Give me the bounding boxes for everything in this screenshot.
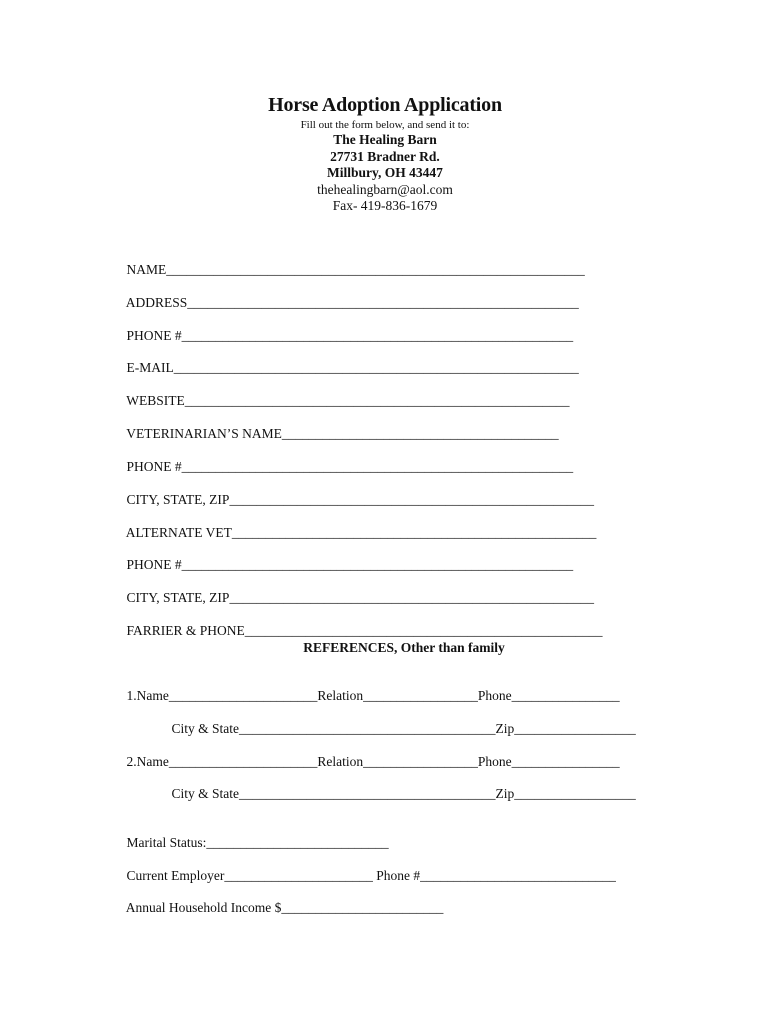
reference-2-phone-blank[interactable]: ________________ [511,754,620,769]
vet-name-field-blank[interactable]: _________________________________________ [281,426,559,441]
reference-2-city-row [158,770,636,818]
alt-city-field-blank[interactable]: ______________________________________________________ [229,590,594,605]
references-heading: REFERENCES, Other than family [303,640,505,655]
org-address-line2: Millbury, OH 43447 [327,165,443,180]
income-row [113,884,443,932]
reference-2-name-label: 2.Name [126,754,169,769]
reference-1-name-label: 1.Name [126,688,169,703]
reference-1-name-blank[interactable]: ______________________ [168,688,318,703]
vet-city-field-label: CITY, STATE, ZIP [126,492,230,507]
reference-1-city-label: City & State [171,721,239,736]
reference-2-city-blank[interactable]: ______________________________________ [239,786,496,801]
reference-2-relation-blank[interactable]: _________________ [363,754,478,769]
reference-2-city-label: City & State [171,786,239,801]
marital-status-label: Marital Status: [126,835,207,850]
reference-1-relation-blank[interactable]: _________________ [363,688,478,703]
marital-status-blank[interactable]: ___________________________ [206,835,389,850]
employer-label: Current Employer [126,868,225,883]
reference-1-zip-blank[interactable]: __________________ [514,721,636,736]
instructions-text: Fill out the form below, and send it to: [300,119,470,131]
reference-2-zip-label: Zip [495,786,515,801]
reference-1-phone-blank[interactable]: ________________ [511,688,620,703]
website-field-blank[interactable]: _________________________________________________________ [184,393,570,408]
reference-2-relation-label: Relation [317,754,364,769]
address-field-blank[interactable]: __________________________________________________________ [187,295,579,310]
alt-phone-field-blank[interactable]: __________________________________________________________ [181,557,574,572]
reference-1-zip-label: Zip [495,721,515,736]
org-name: The Healing Barn [333,132,437,147]
reference-2-name-blank[interactable]: ______________________ [168,754,318,769]
website-field-label: WEBSITE [126,393,185,408]
reference-1-relation-label: Relation [317,688,364,703]
alt-vet-field-blank[interactable]: ______________________________________________________ [231,525,597,540]
org-address-line1: 27731 Bradner Rd. [330,148,440,164]
vet-city-field-blank[interactable]: ______________________________________________________ [229,492,594,507]
reference-2-phone-label: Phone [477,754,512,769]
employer-blank[interactable]: ______________________ [224,868,377,883]
name-field-label: NAME [126,262,167,277]
vet-phone-field-label: PHONE # [126,459,182,474]
vet-phone-field-blank[interactable]: __________________________________________________________ [181,459,574,474]
farrier-field-label: FARRIER & PHONE [126,623,245,638]
form-header [0,92,770,215]
address-field-label: ADDRESS [125,295,188,310]
reference-1-phone-label: Phone [477,688,512,703]
reference-2-zip-blank[interactable]: __________________ [514,786,636,801]
alt-phone-field-label: PHONE # [126,557,182,572]
phone-field-blank[interactable]: __________________________________________________________ [181,328,574,343]
vet-name-field-label: VETERINARIAN’S NAME [126,426,282,441]
org-fax: Fax- 419-836-1679 [332,198,438,213]
phone-field-label: PHONE # [126,328,182,343]
farrier-field-blank[interactable]: _____________________________________________________ [244,623,603,638]
name-field-blank[interactable]: ______________________________________________________________ [166,262,585,277]
employer-phone-label: Phone # [376,868,421,883]
page-title: Horse Adoption Application [268,94,502,116]
reference-1-city-blank[interactable]: ______________________________________ [239,721,496,736]
org-email: thehealingbarn@aol.com [317,181,453,197]
income-blank[interactable]: ________________________ [281,900,444,915]
employer-phone-blank[interactable]: _____________________________ [420,868,616,883]
income-label: Annual Household Income $ [125,900,282,915]
email-field-blank[interactable]: ____________________________________________________________ [173,360,579,375]
alt-city-field-label: CITY, STATE, ZIP [126,590,230,605]
alt-vet-field-label: ALTERNATE VET [125,525,232,540]
email-field-label: E-MAIL [126,360,174,375]
